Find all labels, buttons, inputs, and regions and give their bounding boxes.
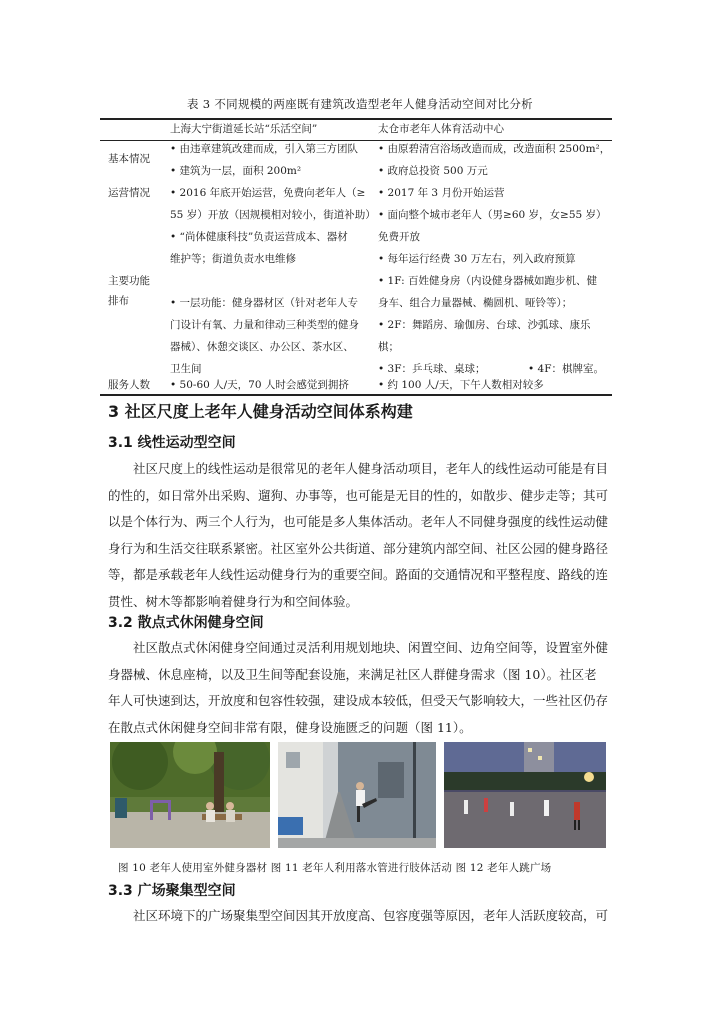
table-cell: 免费开放 [378, 231, 420, 243]
table-cell: • 2017 年 3 月份开始运营 [378, 187, 505, 199]
figure-caption: 图 10 老年人使用室外健身器材 图 11 老年人利用落水管进行肢体活动 图 12 老年人跳广场 [118, 862, 552, 874]
table-cell: 身车、组合力量器械、椭圆机、哑铃等）； [378, 297, 573, 309]
table-cell: • 由违章建筑改建而成，引入第三方团队 [170, 143, 359, 155]
paragraph-line: 的性的，如日常外出采购、遛狗、办事等，也可能是无目的性的，如散步、健步走等；其可 [108, 487, 609, 503]
figure-10-photo [110, 742, 270, 848]
table-cell: 器械）、休憩交谈区、办公区、茶水区、 [170, 341, 354, 353]
table-cell: • “尚体健康科技”负责运营成本、器材 [170, 231, 348, 243]
row-label-basic: 基本情况 [108, 153, 150, 165]
table-cell: 55 岁）开放（因规模相对较小，街道补助） [170, 209, 376, 221]
paragraph-line: 以是个体行为、两三个人行为，也可能是多人集体活动。老年人不同健身强度的线性运动健 [108, 514, 609, 529]
figure-11-photo [278, 742, 436, 848]
table-cell: • 1F: 百姓健身房（内设健身器械如跑步机、健 [378, 275, 597, 287]
table-cell: • 4F：棋牌室。 [528, 363, 604, 375]
paragraph-line: 年人可快速到达，开放度和包容性较强，建设成本较低，但受天气影响较大，一些社区仍存 [108, 693, 609, 708]
section-3-3-paragraph [108, 903, 616, 930]
section-3-2-paragraph [108, 635, 616, 741]
figure-12-photo [444, 742, 606, 848]
row-label-operation: 运营情况 [108, 187, 150, 199]
table-cell: 维护等；街道负责水电维修 [170, 253, 296, 265]
table-cell: 棋； [378, 341, 399, 353]
table-cell: • 面向整个城市老年人（男≥60 岁，女≥55 岁） [378, 209, 607, 221]
section-3-2-heading: 3.2 散点式休闲健身空间 [108, 615, 264, 631]
table-cell: • 2F：舞蹈房、瑜伽房、台球、沙弧球、康乐 [378, 319, 591, 331]
paragraph-line: 等，都是承载老年人线性运动健身行为的重要空间。路面的交通情况和平整程度、路线的连 [108, 567, 609, 582]
paragraph-line: 社区散点式休闲健身空间通过灵活利用规划地块、闲置空间、边角空间等，设置室外健 [108, 640, 609, 655]
paragraph-line: 社区环境下的广场聚集型空间因其开放度高、包容度强等原因，老年人活跃度较高，可 [108, 908, 609, 923]
table-caption: 表 3 不同规模的两座既有建筑改造型老年人健身活动空间对比分析 [187, 97, 533, 111]
table-cell: • 约 100 人/天，下午人数相对较多 [378, 379, 544, 391]
row-label-service: 服务人数 [108, 379, 150, 391]
paragraph-line: 贯性、树木等都影响着健身行为和空间体验。 [108, 593, 359, 609]
table-cell: • 建筑为一层，面积 200m² [170, 165, 302, 177]
section-3-1-heading: 3.1 线性运动型空间 [108, 435, 236, 451]
table-cell: 卫生间 [170, 363, 202, 375]
paragraph-line: 身行为和生活交往联系紧密。社区室外公共街道、部分建筑内部空间、社区公园的健身路径 [108, 540, 609, 556]
table-cell: 门设计有氧、力量和律动三种类型的健身 [170, 319, 359, 331]
table-header-col2: 太仓市老年人体育活动中心 [378, 123, 504, 135]
row-label-function: 主要功能 [108, 275, 150, 287]
row-label-function-2: 排布 [108, 295, 129, 307]
table-cell: • 每年运行经费 30 万左右，列入政府预算 [378, 253, 576, 265]
paragraph-line: 在散点式休闲健身空间非常有限，健身设施匮乏的问题（图 11）。 [108, 719, 472, 735]
table-cell: • 政府总投资 500 万元 [378, 165, 488, 177]
table-cell: • 3F：乒乓球、桌球； [378, 363, 486, 375]
table-cell: • 50-60 人/天，70 人时会感觉到拥挤 [170, 379, 349, 391]
section-3-3-heading: 3.3 广场聚集型空间 [108, 883, 236, 899]
table-cell: • 由原碧清宫浴场改造而成，改造面积 2500m²， [378, 143, 611, 155]
section-3-heading: 3 社区尺度上老年人健身活动空间体系构建 [108, 402, 413, 421]
paragraph-line: 社区尺度上的线性运动是很常见的老年人健身活动项目，老年人的线性运动可能是有目 [108, 461, 609, 476]
section-3-1-paragraph [108, 456, 616, 615]
paragraph-line: 身器械、休息座椅，以及卫生间等配套设施，来满足社区人群健身需求（图 10）。社区老 [108, 666, 597, 682]
table-header-col1: 上海大宁街道延长站“乐活空间” [170, 123, 318, 135]
table-cell: • 一层功能：健身器材区（针对老年人专 [170, 297, 359, 309]
table-cell: • 2016 年底开始运营，免费向老年人（≥ [170, 187, 366, 199]
